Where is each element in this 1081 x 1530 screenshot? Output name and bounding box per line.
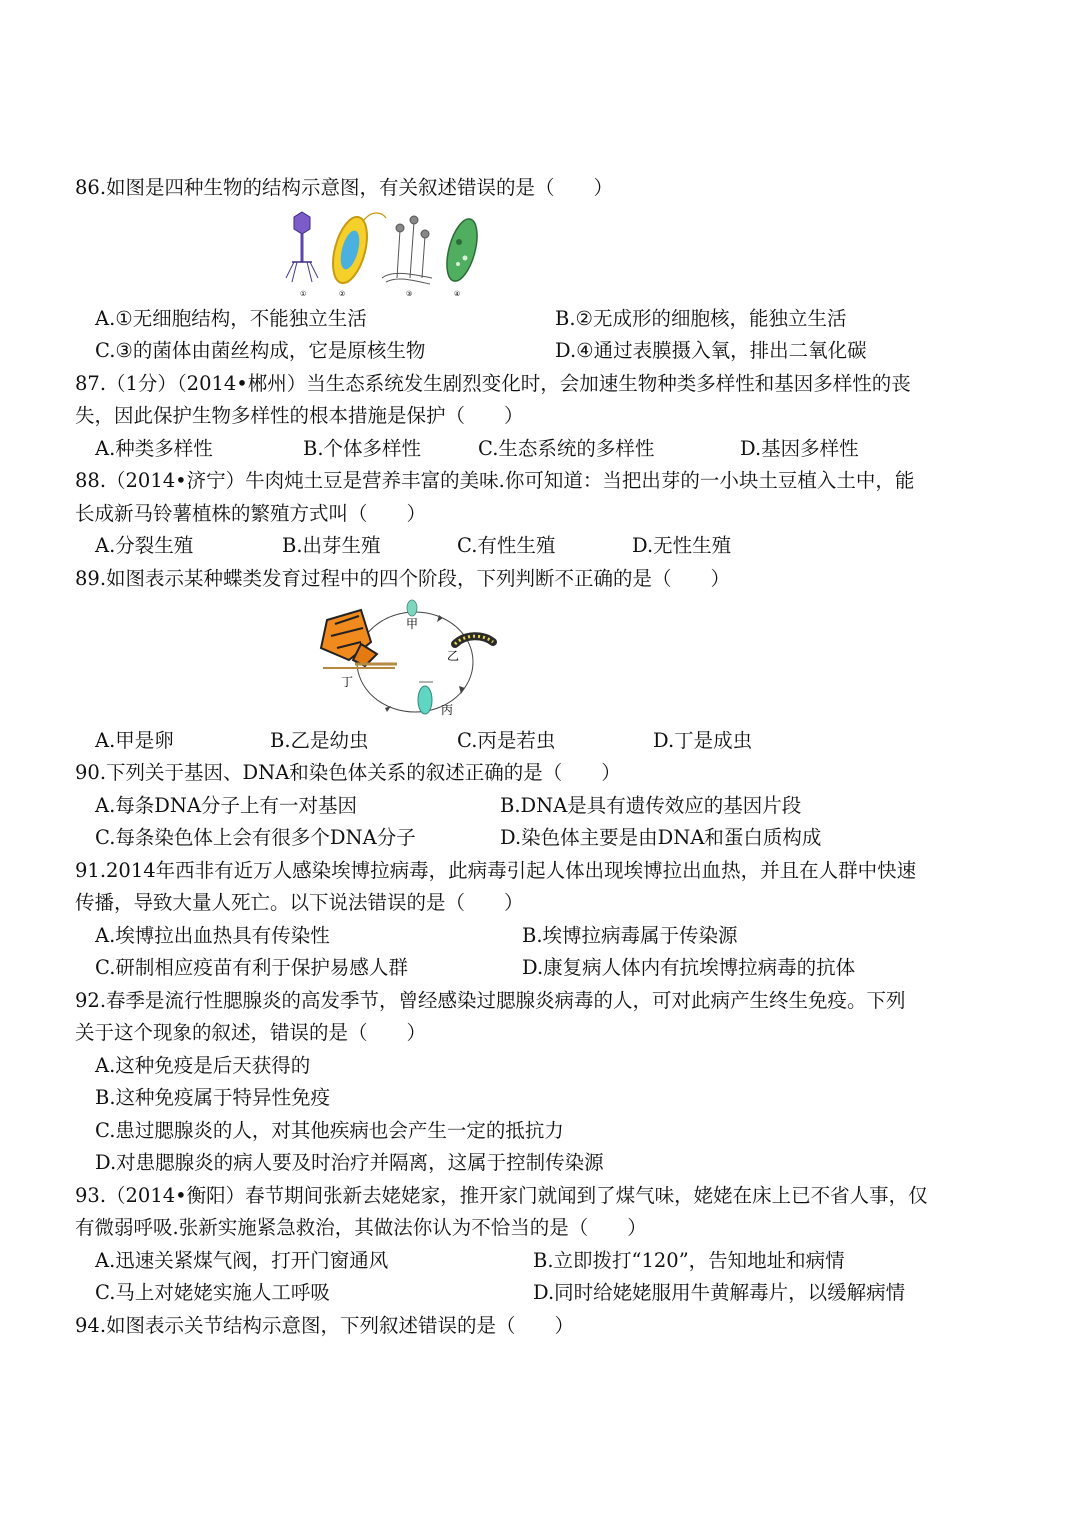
- question-93-stem-2: 有微弱呼吸.张新实施紧急救治，其做法你认为不恰当的是（ ）: [75, 1216, 647, 1239]
- q89-option-a: A.甲是卵: [95, 729, 174, 752]
- q92-option-c: C.患过腮腺炎的人，对其他疾病也会产生一定的抵抗力: [95, 1119, 564, 1142]
- egg-icon: [407, 600, 417, 616]
- q87-option-b: B.个体多样性: [303, 437, 422, 460]
- question-91-stem-2: 传播，导致大量人死亡。以下说法错误的是（ ）: [75, 891, 524, 914]
- label-bing: 丙: [441, 703, 454, 717]
- q86-option-c: C.③的菌体由菌丝构成，它是原核生物: [95, 339, 426, 362]
- question-87-stem-2: 失，因此保护生物多样性的根本措施是保护（ ）: [75, 404, 524, 427]
- q89-option-b: B.乙是幼虫: [270, 729, 369, 752]
- q89-figure-butterfly-cycle: [315, 598, 505, 723]
- label-4: ④: [454, 290, 461, 298]
- question-92-stem-2: 关于这个现象的叙述，错误的是（ ）: [75, 1021, 427, 1044]
- q88-option-d: D.无性生殖: [632, 534, 732, 557]
- question-93-stem-1: 93.（2014•衡阳）春节期间张新去姥姥家，推开家门就闻到了煤气味，姥姥在床上已不省人事，仅: [75, 1184, 928, 1207]
- q86-option-a: A.①无细胞结构，不能独立生活: [95, 307, 367, 330]
- label-jia: 甲: [406, 617, 419, 631]
- mold-icon: [382, 216, 432, 284]
- question-88-stem-2: 长成新马铃薯植株的繁殖方式叫（ ）: [75, 502, 427, 525]
- q91-option-b: B.埃博拉病毒属于传染源: [522, 924, 738, 947]
- q92-option-a: A.这种免疫是后天获得的: [95, 1054, 311, 1077]
- q88-option-a: A.分裂生殖: [95, 534, 194, 557]
- q91-option-a: A.埃博拉出血热具有传染性: [95, 924, 330, 947]
- q88-option-b: B.出芽生殖: [282, 534, 381, 557]
- q90-option-b: B.DNA是具有遗传效应的基因片段: [500, 794, 802, 817]
- q89-option-c: C.丙是若虫: [457, 729, 556, 752]
- bacterium-icon: [327, 213, 386, 287]
- q92-option-d: D.对患腮腺炎的病人要及时治疗并隔离，这属于控制传染源: [95, 1151, 604, 1174]
- q91-option-c: C.研制相应疫苗有利于保护易感人群: [95, 956, 408, 979]
- q89-option-d: D.丁是成虫: [653, 729, 753, 752]
- q93-option-c: C.马上对姥姥实施人工呼吸: [95, 1281, 330, 1304]
- question-87-stem-1: 87.（1分）（2014•郴州）当生态系统发生剧烈变化时，会加速生物种类多样性和基因多样性的丧: [75, 372, 911, 395]
- q87-option-d: D.基因多样性: [740, 437, 859, 460]
- question-89-stem: 89.如图表示某种蝶类发育过程中的四个阶段，下列判断不正确的是（ ）: [75, 567, 731, 590]
- chrysalis-icon: [418, 682, 433, 714]
- q90-option-c: C.每条染色体上会有很多个DNA分子: [95, 826, 416, 849]
- question-92-stem-1: 92.春季是流行性腮腺炎的高发季节，曾经感染过腮腺炎病毒的人，可对此病产生终生免疫。下列: [75, 989, 906, 1012]
- label-yi: 乙: [447, 649, 460, 663]
- phage-icon: [286, 212, 318, 282]
- label-ding: 丁: [341, 675, 354, 689]
- q93-option-a: A.迅速关紧煤气阀，打开门窗通风: [95, 1249, 389, 1272]
- label-3: ③: [406, 290, 413, 298]
- question-91-stem-1: 91.2014年西非有近万人感染埃博拉病毒，此病毒引起人体出现埃博拉出血热，并且在人群中快速: [75, 859, 917, 882]
- q92-option-b: B.这种免疫属于特异性免疫: [95, 1086, 331, 1109]
- q87-option-a: A.种类多样性: [95, 437, 213, 460]
- question-88-stem-1: 88.（2014•济宁）牛肉炖土豆是营养丰富的美味.你可知道：当把出芽的一小块土豆植入土中，能: [75, 469, 915, 492]
- q87-option-c: C.生态系统的多样性: [478, 437, 655, 460]
- paramecium-icon: [441, 216, 482, 285]
- q86-option-b: B.②无成形的细胞核，能独立生活: [555, 307, 847, 330]
- q90-option-d: D.染色体主要是由DNA和蛋白质构成: [500, 826, 822, 849]
- q90-option-a: A.每条DNA分子上有一对基因: [95, 794, 358, 817]
- q86-option-d: D.④通过表膜摄入氧，排出二氧化碳: [555, 339, 867, 362]
- q86-figure-organisms: [282, 208, 482, 300]
- label-2: ②: [339, 290, 346, 298]
- q91-option-d: D.康复病人体内有抗埃博拉病毒的抗体: [522, 956, 856, 979]
- question-90-stem: 90.下列关于基因、DNA和染色体关系的叙述正确的是（ ）: [75, 761, 621, 784]
- question-94-stem: 94.如图表示关节结构示意图，下列叙述错误的是（ ）: [75, 1314, 575, 1337]
- q88-option-c: C.有性生殖: [457, 534, 556, 557]
- question-86-stem: 86.如图是四种生物的结构示意图，有关叙述错误的是（ ）: [75, 176, 614, 199]
- q93-option-b: B.立即拨打“120”，告知地址和病情: [533, 1249, 845, 1272]
- caterpillar-icon: [455, 636, 493, 644]
- label-1: ①: [300, 290, 307, 298]
- q93-option-d: D.同时给姥姥服用牛黄解毒片，以缓解病情: [533, 1281, 906, 1304]
